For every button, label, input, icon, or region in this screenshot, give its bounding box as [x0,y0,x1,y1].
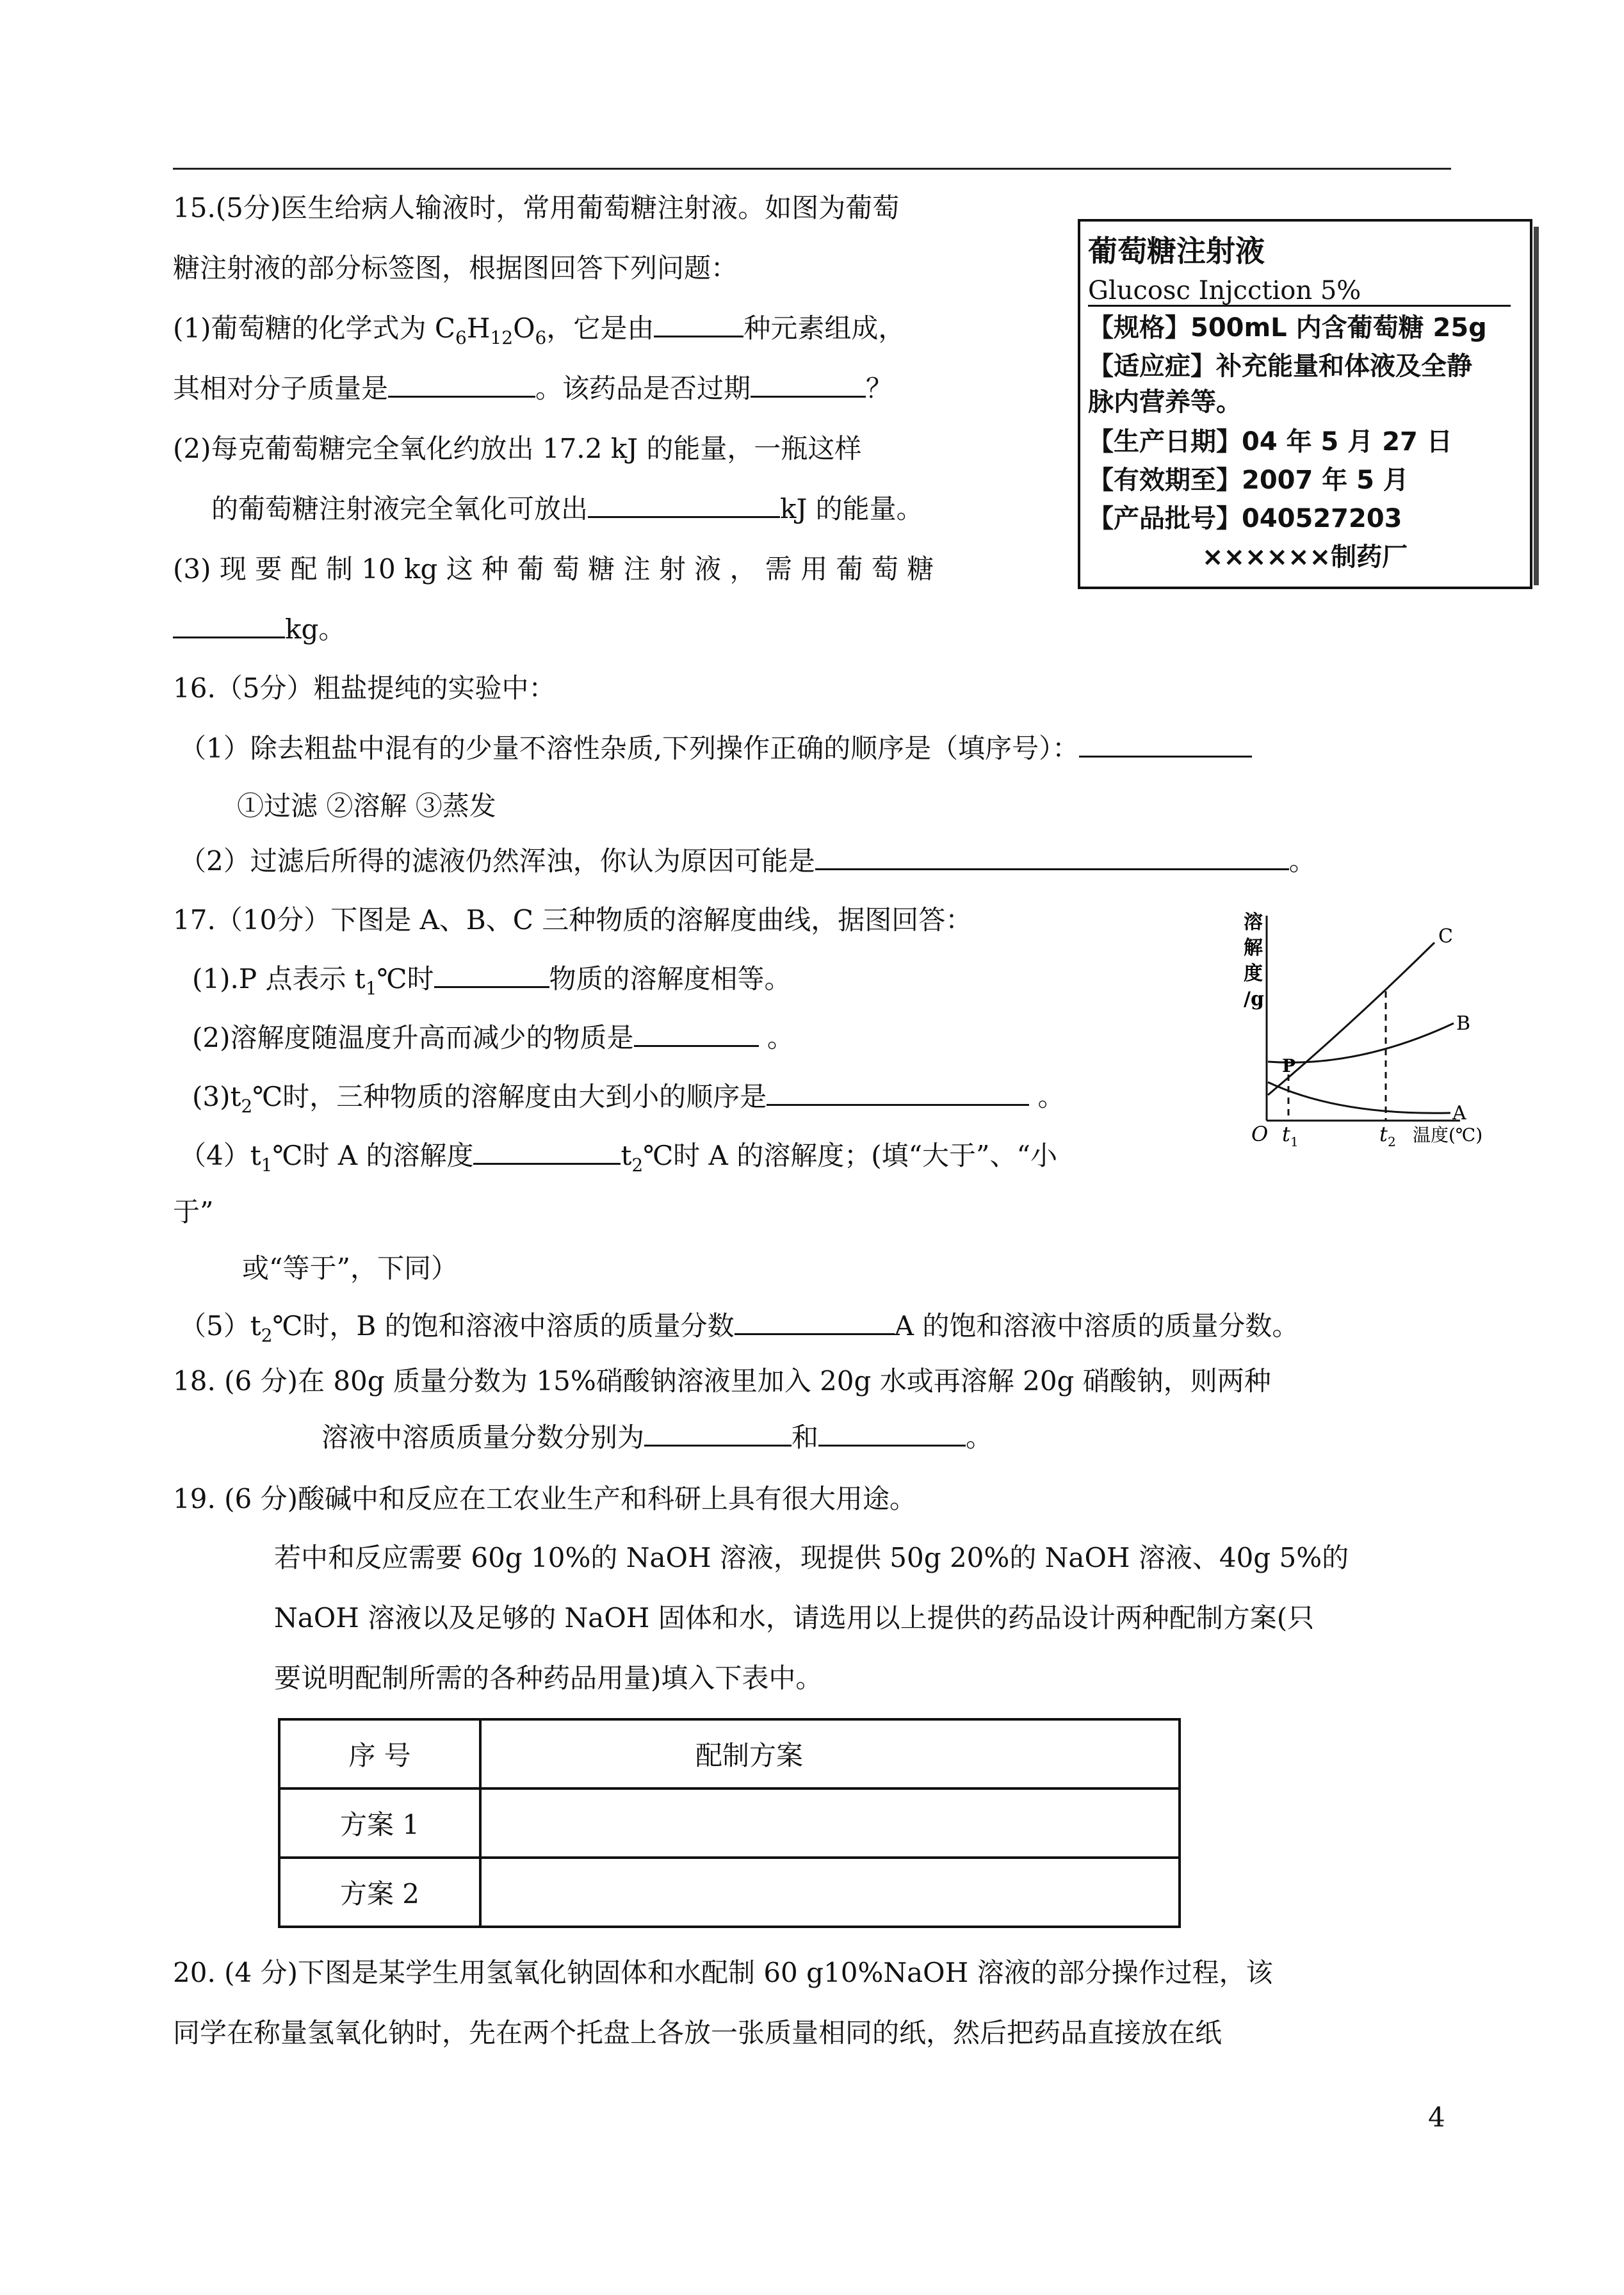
curve-a [1268,1082,1450,1113]
q20-line1: 20. (4 分)下图是某学生用氢氧化钠固体和水配制 60 g10%NaOH 溶液的部分操作过程，该 [173,1957,1273,1988]
table-header-row [279,1719,1180,1788]
label-p: P [1282,1055,1296,1076]
answer-blank[interactable] [751,370,866,398]
q17-line5 [179,1137,1057,1184]
q19-line3: NaOH 溶液以及足够的 NaOH 固体和水，请选用以上提供的药品设计两种配制方案(只 [274,1602,1315,1634]
q15-line1: 15.(5分)医生给病人输液时，常用葡萄糖注射液。如图为葡萄 [173,192,900,223]
t1-sub: 1 [1290,1134,1299,1149]
q17-line3 [192,1019,794,1057]
q17-line2 [192,961,792,1007]
subscript: 2 [241,1096,253,1117]
q17-line1: 17.（10分）下图是 A、B、C 三种物质的溶解度曲线，据图回答： [173,904,973,936]
row-label: 方案 1 [279,1788,480,1858]
q17-text: 。 [758,1022,794,1053]
label-indication: 脉内营养等。 [1088,387,1242,417]
q17-line8 [179,1308,1299,1354]
formula-sub: 6 [535,327,547,348]
answer-cell[interactable] [480,1858,1180,1927]
q17-text: ℃时 [377,963,434,994]
q18-line1: 18. (6 分)在 80g 质量分数为 15%硝酸钠溶液里加入 20g 水或再溶解 20g 硝酸钠，则两种 [173,1365,1271,1397]
q15-line6 [211,491,923,528]
answer-blank[interactable] [173,611,285,638]
answer-blank[interactable] [1079,730,1252,758]
subscript: 1 [365,978,377,999]
label-title: 葡萄糖注射液 [1088,234,1265,268]
q15-text: kJ 的能量。 [780,493,923,524]
table-row [279,1788,1180,1858]
q17-text: (3)t [192,1081,241,1112]
label-batch: 【产品批号】040527203 [1088,504,1402,533]
q15-line4 [173,370,893,407]
q19-line4: 要说明配制所需的各种药品用量)填入下表中。 [274,1662,823,1694]
q16-text: 。 [1288,845,1316,877]
page-number: 4 [1428,2102,1445,2133]
header-rule [173,168,1451,170]
label-b: B [1456,1012,1471,1035]
q17-text: （4）t [179,1140,261,1171]
answer-cell[interactable] [480,1788,1180,1858]
q15-text: 的葡萄糖注射液完全氧化可放出 [211,493,589,524]
y-label: 度 [1244,962,1263,985]
q15-text: 其相对分子质量是 [173,373,389,404]
label-shadow [1534,227,1539,585]
y-label: 解 [1244,937,1263,959]
answer-blank[interactable] [588,491,780,518]
answer-blank[interactable] [654,310,743,337]
t2-sub: 2 [1388,1134,1396,1149]
q17-line6: 于” [173,1196,214,1228]
q17-text: A 的饱和溶液中溶质的质量分数。 [894,1310,1299,1342]
answer-blank[interactable] [634,1019,759,1047]
subscript: 1 [261,1155,273,1176]
q16-text: （1）除去粗盐中混有的少量不溶性杂质,下列操作正确的顺序是（填序号）： [179,733,1080,764]
q15-text: ？ [866,373,893,404]
q17-text: t [621,1140,632,1171]
q15-text: kg。 [285,613,346,645]
q17-text: ℃时 A 的溶解度；(填“大于”、“小 [643,1140,1058,1171]
q17-text: (2)溶解度随温度升高而减少的物质是 [192,1022,634,1053]
q19-line1: 19. (6 分)酸碱中和反应在工农业生产和科研上具有很大用途。 [173,1483,916,1514]
y-label: 溶 [1244,911,1263,934]
q17-text: 。 [1029,1081,1065,1112]
q20-line2: 同学在称量氢氧化钠时，先在两个托盘上各放一张质量相同的纸，然后把药品直接放在纸 [173,2017,1222,2048]
q18-text: 和 [792,1422,819,1453]
medicine-label [1078,219,1532,589]
solubility-chart [1242,903,1511,1172]
formula-sub: 12 [490,327,514,348]
label-expiry: 【有效期至】2007 年 5 月 [1088,466,1409,495]
q16-options: ①过滤 ②溶解 ③蒸发 [237,790,496,822]
row-label: 方案 2 [279,1858,480,1927]
q18-text: 。 [966,1422,993,1453]
q16-line3 [179,843,1316,880]
answer-blank[interactable] [434,961,549,988]
q17-line7: 或“等于”，下同） [242,1253,458,1284]
q18-text: 溶液中溶质质量分数分别为 [321,1422,645,1453]
label-indication: 【适应症】补充能量和体液及全静 [1088,352,1472,381]
q15-text: (1)葡萄糖的化学式为 C [173,312,455,344]
q15-line5: (2)每克葡萄糖完全氧化约放出 17.2 kJ 的能量，一瓶这样 [173,433,862,464]
origin-label: O [1251,1122,1269,1146]
label-production-date: 【生产日期】04 年 5 月 27 日 [1088,427,1452,457]
label-divider [1088,305,1511,307]
formula-o: O [513,312,535,344]
q17-text: 物质的溶解度相等。 [549,963,792,994]
label-a: A [1452,1102,1466,1124]
q15-text: 。该药品是否过期 [535,373,751,404]
header-no: 序 号 [279,1719,480,1788]
q17-text: ℃时 A 的溶解度 [272,1140,474,1171]
subscript: 2 [631,1155,644,1176]
q15-line3 [173,310,905,357]
label-c: C [1438,925,1453,948]
q18-line2 [321,1419,993,1456]
label-manufacturer: ××××××制药厂 [1202,542,1408,572]
answer-blank[interactable] [473,1137,621,1165]
q15-line2: 糖注射液的部分标签图，根据图回答下列问题： [173,252,738,284]
plan-table [278,1718,1181,1928]
t1-label: t [1282,1122,1290,1146]
q15-text: 种元素组成， [743,312,905,344]
q17-text: (1).P 点表示 t [192,963,366,994]
t2-label: t [1379,1122,1388,1146]
q17-text: （5）t [179,1310,261,1342]
formula-sub: 6 [455,327,467,348]
label-english: Glucosc Injcction 5% [1088,276,1361,305]
q16-line1: 16.（5分）粗盐提纯的实验中： [173,672,556,704]
answer-blank[interactable] [818,1419,966,1447]
q19-line2: 若中和反应需要 60g 10%的 NaOH 溶液，现提供 50g 20%的 NaOH 溶液、40g 5%的 [274,1542,1349,1573]
q17-text: ℃时，B 的饱和溶液中溶质的质量分数 [272,1310,735,1342]
answer-blank[interactable] [767,1078,1029,1106]
answer-blank[interactable] [735,1308,895,1335]
table-row [279,1858,1180,1927]
answer-blank[interactable] [388,370,535,398]
q15-text: ，它是由 [546,312,654,344]
x-label: 温度(℃) [1413,1124,1483,1146]
header-plan: 配制方案 [480,1719,1180,1788]
label-spec: 【规格】500mL 内含葡萄糖 25g [1088,313,1487,343]
q16-text: （2）过滤后所得的滤液仍然浑浊，你认为原因可能是 [179,845,815,877]
q15-line7: (3) 现 要 配 制 10 kg 这 种 葡 萄 糖 注 射 液 ， 需 用 葡 萄 糖 [173,553,934,585]
answer-blank[interactable] [644,1419,792,1447]
y-label: /g [1244,988,1264,1010]
q17-text: ℃时，三种物质的溶解度由大到小的顺序是 [252,1081,767,1112]
answer-blank[interactable] [815,843,1289,870]
curve-b [1268,1023,1454,1062]
subscript: 2 [261,1325,273,1346]
formula-h: H [466,312,491,344]
q15-line8 [173,611,345,648]
q16-line2 [179,730,1252,767]
q17-line4 [192,1078,1065,1125]
